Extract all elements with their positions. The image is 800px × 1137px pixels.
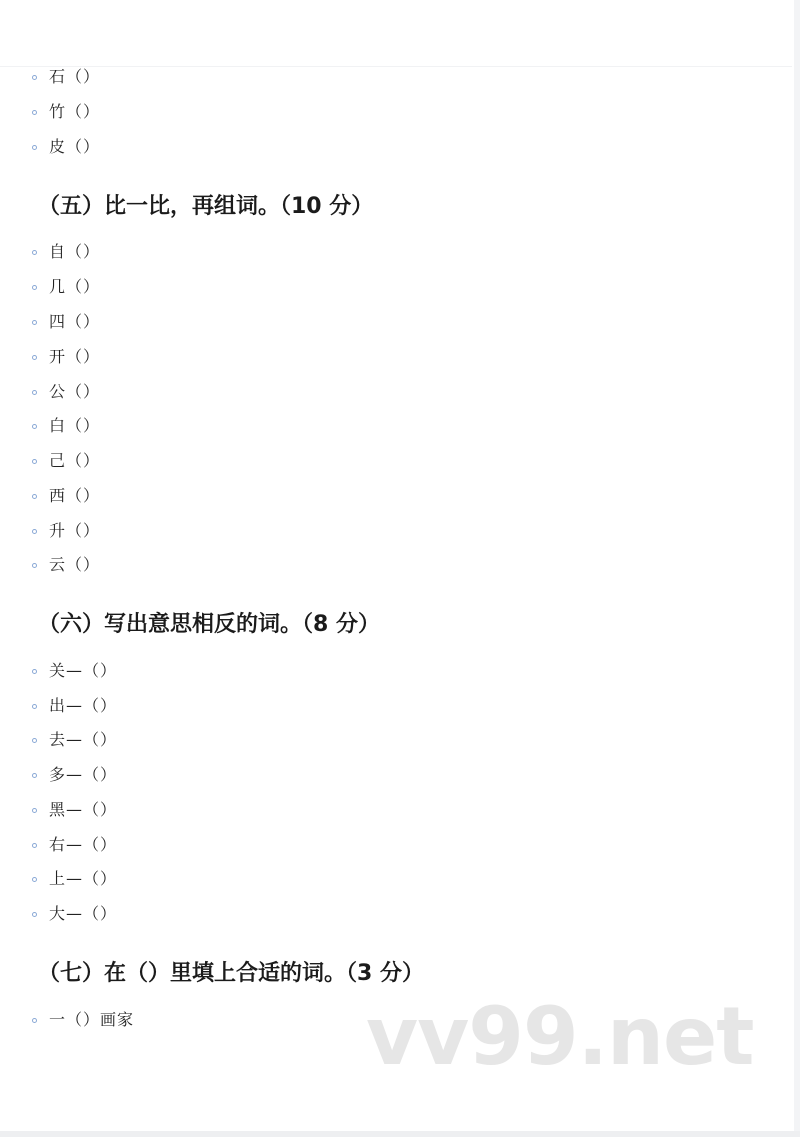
bullet-icon (32, 669, 37, 674)
list-item: 一（）画家 (32, 1008, 134, 1032)
bullet-icon (32, 285, 37, 290)
list-item: 出—（） (32, 694, 117, 718)
bullet-icon (32, 355, 37, 360)
list-item: 多—（） (32, 763, 117, 787)
list-item: 自（） (32, 240, 100, 264)
bullet-icon (32, 459, 37, 464)
page-top-bar (0, 0, 792, 67)
page-right-edge (794, 0, 800, 1137)
bullet-icon (32, 494, 37, 499)
list-item: 关—（） (32, 659, 117, 683)
bullet-icon (32, 529, 37, 534)
bullet-icon (32, 424, 37, 429)
bullet-icon (32, 1018, 37, 1023)
list-item: 升（） (32, 519, 100, 543)
section-title-5: （五）比一比，再组词。（10 分） (38, 194, 374, 219)
bullet-icon (32, 75, 37, 80)
bullet-icon (32, 320, 37, 325)
watermark: vv99.net (366, 990, 754, 1083)
bullet-icon (32, 145, 37, 150)
bullet-icon (32, 250, 37, 255)
bullet-icon (32, 738, 37, 743)
bullet-icon (32, 912, 37, 917)
bullet-icon (32, 843, 37, 848)
list-item: 大—（） (32, 902, 117, 926)
list-item: 上—（） (32, 867, 117, 891)
bullet-icon (32, 563, 37, 568)
list-item: 黑—（） (32, 798, 117, 822)
list-item: 西（） (32, 484, 100, 508)
section-title-7: （七）在（）里填上合适的词。（3 分） (38, 961, 424, 986)
bullet-icon (32, 877, 37, 882)
bullet-icon (32, 808, 37, 813)
bullet-icon (32, 110, 37, 115)
bullet-icon (32, 704, 37, 709)
page-bottom-edge (0, 1131, 800, 1137)
list-item: 开（） (32, 345, 100, 369)
list-item: 几（） (32, 275, 100, 299)
list-item: 皮（） (32, 135, 100, 159)
list-item: 己（） (32, 449, 100, 473)
list-item: 公（） (32, 380, 100, 404)
list-item: 云（） (32, 553, 100, 577)
list-item: 竹（） (32, 100, 100, 124)
list-item: 右—（） (32, 833, 117, 857)
bullet-icon (32, 390, 37, 395)
list-item: 去—（） (32, 728, 117, 752)
list-item: 四（） (32, 310, 100, 334)
list-item: 石（） (32, 65, 100, 89)
list-item: 白（） (32, 414, 100, 438)
bullet-icon (32, 773, 37, 778)
section-title-6: （六）写出意思相反的词。（8 分） (38, 612, 380, 637)
